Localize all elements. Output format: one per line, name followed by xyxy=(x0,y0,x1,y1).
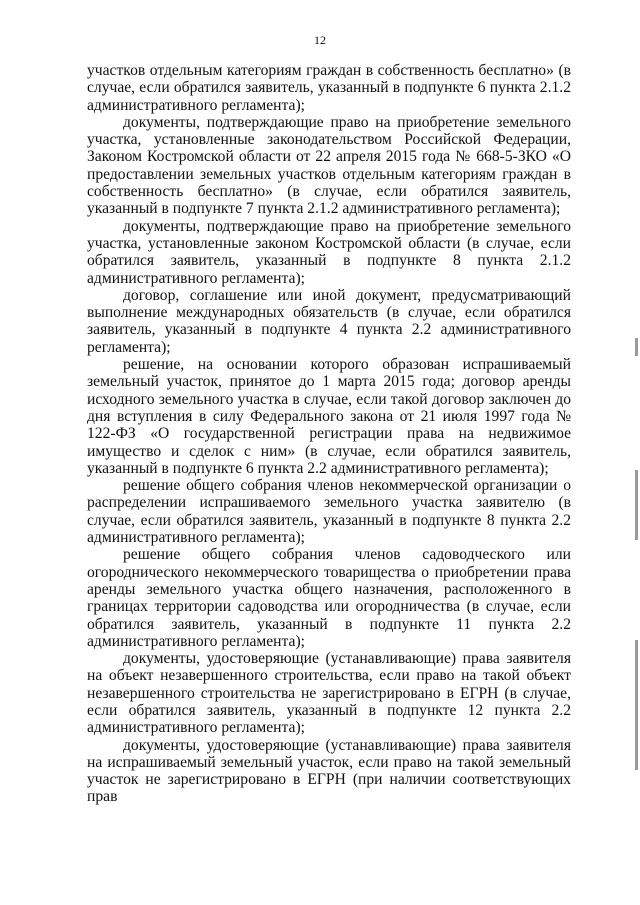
paragraph-1: участков отдельным категориям граждан в собственность бесплатно» (в случае, если обратился заявитель, указанный в подпункте 6 пункта 2.1.2 административного регламента); xyxy=(87,62,571,114)
paragraph-3: документы, подтверждающие право на приобретение земельного участка, установленные законом Костромской области (в случае, если обратился заявитель, указанный в подпункте 8 пункта 2.1.2 административного регламента); xyxy=(87,217,571,287)
scan-margin-mark xyxy=(635,470,638,540)
scan-margin-mark xyxy=(635,640,638,770)
paragraph-5: решение, на основании которого образован испрашиваемый земельный участок, принятое до 1 марта 2015 года; договор аренды исходного земельного участка в случае, если такой договор заключен до дня вступления в силу Федерального закона от 21 июля 1997 года № 122-ФЗ «О государственной регистрации права на недвижимое имущество и сделок с ним» (в случае, если обратился заявитель, указанный в подпункте 6 пункта 2.2 административного регламента); xyxy=(87,356,571,477)
paragraph-8: документы, удостоверяющие (устанавливающие) права заявителя на объект незавершенного строительства, если право на такой объект незавершенного строительства не зарегистрировано в ЕГРН (в случае, если обратился заявитель, указанный в подпункте 12 пункта 2.2 административного регламента); xyxy=(87,650,571,737)
paragraph-4: договор, соглашение или иной документ, предусматривающий выполнение международных обязательств (в случае, если обратился заявитель, указанный в подпункте 4 пункта 2.2 административного регламента); xyxy=(87,286,571,356)
page-number: 12 xyxy=(314,33,326,47)
paragraph-2: документы, подтверждающие право на приобретение земельного участка, установленные законодательством Российской Федерации, Законом Костромской области от 22 апреля 2015 года № 668-5-ЗКО «О предоставлении земельных участков отдельным категориям граждан в собственность бесплатно» (в случае, если обратился заявитель, указанный в подпункте 7 пункта 2.1.2 административного регламента); xyxy=(87,113,571,218)
paragraph-9: документы, удостоверяющие (устанавливающие) права заявителя на испрашиваемый земельный участок, если право на такой земельный участок не зарегистрировано в ЕГРН (при наличии соответствующих прав xyxy=(87,736,571,806)
paragraph-6: решение общего собрания членов некоммерческой организации о распределении испрашиваемого земельного участка заявителю (в случае, если обратился заявитель, указанный в подпункте 8 пункта 2.2 административного регламента); xyxy=(87,477,571,547)
paragraph-7: решение общего собрания членов садоводческого или огороднического некоммерческого товарищества о приобретении права аренды земельного участка общего назначения, расположенного в границах территории садоводства или огородничества (в случае, если обратился заявитель, указанный в подпункте 11 пункта 2.2 административного регламента); xyxy=(87,546,571,650)
document-body xyxy=(87,62,571,806)
scan-margin-mark xyxy=(635,338,638,356)
